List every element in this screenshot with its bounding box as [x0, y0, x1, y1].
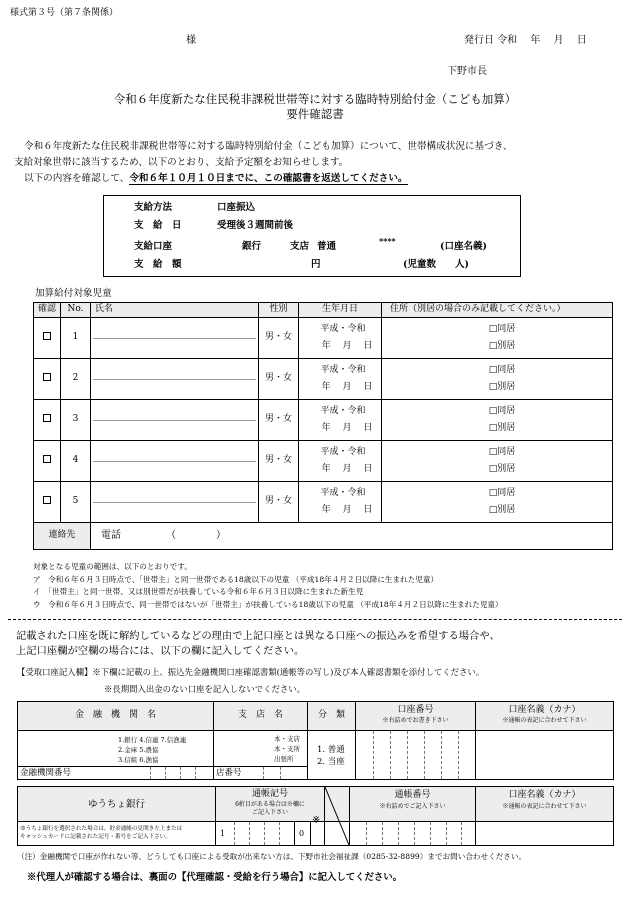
child-separate-residence[interactable]: □別居	[488, 464, 516, 474]
branch-type-2: 本・支所	[274, 745, 300, 753]
header-address: 住所（別居の場合のみ記載してください。）	[382, 303, 613, 318]
child-separate-residence[interactable]: □別居	[488, 505, 516, 515]
intro-text	[14, 139, 619, 187]
yucho-account-table	[17, 786, 614, 846]
child-birth-era[interactable]: 平成・令和	[320, 365, 366, 375]
child-gender[interactable]: 男・女	[259, 482, 299, 523]
amount-unit: 円	[311, 259, 321, 270]
child-no: 5	[61, 482, 91, 523]
deadline-text: 令和６年１０月１０日までに、この確認書を返送してください。	[129, 173, 408, 184]
child-birth-era[interactable]: 平成・令和	[320, 447, 366, 457]
confirm-checkbox[interactable]	[43, 414, 51, 422]
child-birth-date[interactable]: 年 月 日	[321, 505, 373, 515]
issuer: 下野市長	[447, 66, 487, 77]
child-name-field[interactable]	[91, 359, 258, 399]
yucho-holder-field[interactable]	[476, 822, 613, 845]
category-checking[interactable]: 2. 当座	[317, 757, 345, 767]
notes-intro: 対象となる児童の範囲は、以下のとおりです。	[33, 562, 192, 571]
target-notes	[33, 561, 503, 611]
children-section-title: 加算給付対象児童	[35, 288, 112, 299]
footer-note: （注）金融機関で口座が作れない等、どうしても口座による受取が出来ない方は、下野市社会福祉課（0285-32-8899）までお問い合わせください。	[17, 852, 527, 861]
institution-code-field[interactable]	[138, 767, 213, 779]
confirm-checkbox[interactable]	[43, 373, 51, 381]
child-no: 2	[61, 359, 91, 400]
child-row	[34, 359, 613, 400]
child-birth-era[interactable]: 平成・令和	[320, 488, 366, 498]
long-term-note: ※長期間入出金のない口座を記入しないでください。	[104, 684, 305, 694]
note-i: イ 「世帯主」と同一世帯、又は別世帯だが扶養している令和６年６月３日以降に生まれた新生児	[33, 587, 364, 596]
branch-header: 支 店 名	[237, 710, 283, 720]
child-separate-residence[interactable]: □別居	[488, 341, 516, 351]
yucho-digit-zero: 0	[299, 829, 305, 838]
account-holder: (口座名義)	[440, 241, 487, 252]
child-separate-residence[interactable]: □別居	[488, 423, 516, 433]
yucho-number-sub: ※右詰めでご記入下さい	[379, 803, 446, 810]
cut-line	[8, 619, 622, 620]
child-birth-date[interactable]: 年 月 日	[321, 464, 373, 474]
child-row	[34, 318, 613, 359]
child-row	[34, 441, 613, 482]
child-birth-date[interactable]: 年 月 日	[321, 382, 373, 392]
branch-suffix: 支店	[290, 241, 310, 252]
account-no-header: 口座番号	[397, 705, 434, 715]
yucho-symbol-sub: 6桁目がある場合は※欄に ご記入下さい	[235, 801, 305, 816]
yucho-note: ゆうちょ銀行を選択された場合は、貯金通帳の見開き左上または キャッシュカードに記載された記号・番号をご記入下さい。	[20, 826, 183, 840]
branch-code-field[interactable]	[250, 767, 307, 779]
confirm-checkbox[interactable]	[43, 455, 51, 463]
yucho-star: ※	[312, 815, 321, 826]
intro-line-3-prefix: 以下の内容を確認して、	[24, 173, 130, 184]
contact-label: 連絡先	[34, 523, 91, 550]
child-birth-date[interactable]: 年 月 日	[321, 341, 373, 351]
child-name-field[interactable]	[91, 400, 258, 440]
yucho-number-field[interactable]	[350, 822, 475, 845]
bank-account-table	[17, 701, 614, 780]
institution-code-label: 金融機関番号	[20, 768, 72, 778]
category-ordinary[interactable]: 1. 普通	[317, 745, 345, 755]
diagonal-separator	[325, 787, 349, 845]
account-masked: ****	[379, 236, 396, 246]
institution-types[interactable]	[118, 735, 186, 765]
proxy-note: ※代理人が確認する場合は、裏面の【代理確認・受給を行う場合】に記入してください。	[27, 872, 403, 883]
note-u: ウ 令和６年６月３日時点で、同一世帯ではないが「世帯主」が扶養している18歳以下の児童 （平成18年４月２日以降に生まれた児童）	[33, 599, 503, 609]
payment-info-box	[103, 195, 521, 277]
child-row	[34, 400, 613, 441]
child-separate-residence[interactable]: □別居	[488, 382, 516, 392]
header-gender: 性別	[259, 303, 299, 318]
children-count: (児童数 人)	[403, 259, 469, 270]
holder-name-field[interactable]	[476, 731, 613, 779]
child-name-field[interactable]	[91, 441, 258, 481]
payment-amount-label: 支 給 額	[134, 259, 182, 270]
intro-line-2: 支給対象世帯に該当するため、以下のとおり、支給予定額をお知らせします。	[14, 157, 349, 168]
holder-sub: ※通帳の表記に合わせて下さい	[502, 717, 587, 724]
yucho-digit-first: 1	[220, 829, 226, 838]
yucho-number-header: 通帳番号	[394, 790, 431, 800]
header-no: No.	[61, 303, 91, 318]
child-same-residence[interactable]: □同居	[488, 447, 516, 457]
issue-date: 発行日 令和 年 月 日	[464, 35, 587, 46]
child-gender[interactable]: 男・女	[259, 359, 299, 400]
branch-type-3: 出張所	[274, 755, 294, 763]
children-header-row	[34, 303, 613, 318]
yucho-name: ゆうちょ銀行	[87, 799, 145, 810]
title-line-1: 令和６年度新たな住民税非課税世帯等に対する臨時特別給付金（こども加算）	[113, 92, 517, 106]
header-birth: 生年月日	[299, 303, 382, 318]
yucho-holder-sub: ※通帳の表記に合わせて下さい	[502, 803, 587, 810]
institution-header: 金 融 機 関 名	[74, 710, 156, 720]
child-birth-era[interactable]: 平成・令和	[320, 324, 366, 334]
account-type: 普通	[317, 241, 337, 252]
header-name: 氏名	[91, 303, 259, 318]
account-no-sub: ※右詰めでお書き下さい	[382, 717, 449, 724]
yucho-symbol-field[interactable]	[216, 822, 324, 845]
header-check: 確認	[34, 303, 61, 318]
types-row-2: 2.金庫 5.農協	[118, 746, 159, 754]
child-gender[interactable]: 男・女	[259, 441, 299, 482]
child-no: 4	[61, 441, 91, 482]
child-name-field[interactable]	[91, 482, 258, 522]
addressee-suffix: 様	[186, 35, 196, 46]
confirm-checkbox[interactable]	[43, 496, 51, 504]
child-same-residence[interactable]: □同居	[488, 365, 516, 375]
child-same-residence[interactable]: □同居	[488, 488, 516, 498]
alt-account-instructions	[16, 629, 500, 659]
branch-types[interactable]	[274, 734, 300, 764]
category-header: 分 類	[317, 710, 345, 720]
account-category-options[interactable]	[317, 744, 345, 768]
child-same-residence[interactable]: □同居	[488, 324, 516, 334]
child-name-field[interactable]	[91, 318, 258, 358]
form-number: 様式第３号（第７条関係）	[10, 8, 119, 18]
child-no: 3	[61, 400, 91, 441]
children-table	[33, 302, 613, 550]
child-gender[interactable]: 男・女	[259, 318, 299, 359]
intro-line-1: 令和６年度新たな住民税非課税世帯等に対する臨時特別給付金（こども加算）について、世帯構成状況に基づき、	[24, 141, 513, 152]
payment-method-value: 口座振込	[217, 202, 256, 213]
child-birth-era[interactable]: 平成・令和	[320, 406, 366, 416]
bank-suffix: 銀行	[242, 241, 262, 252]
payment-method-label: 支給方法	[134, 202, 173, 213]
holder-header: 口座名義（カナ）	[508, 705, 581, 715]
child-no: 1	[61, 318, 91, 359]
contact-row	[34, 523, 613, 550]
types-row-1: 1.銀行 4.信連 7.信漁連	[118, 736, 187, 744]
payment-date-label: 支 給 日	[134, 220, 182, 231]
alt-line-1: 記載された口座を既に解約しているなどの理由で上記口座とは異なる口座への振込みを希望する場合や、	[16, 630, 500, 642]
child-gender[interactable]: 男・女	[259, 400, 299, 441]
receiving-instruction: 【受取口座記入欄】※下欄に記載の上、振込先金融機関口座確認書類(通帳等の写し)及び本人確認書類を添付してください。	[17, 667, 485, 677]
branch-type-1: 本・支店	[274, 735, 300, 743]
child-birth-date[interactable]: 年 月 日	[321, 423, 373, 433]
confirm-checkbox[interactable]	[43, 332, 51, 340]
yucho-symbol-header: 通帳記号	[251, 789, 288, 799]
types-row-3: 3.信組 6.漁協	[118, 756, 159, 764]
yucho-holder-header: 口座名義（カナ）	[508, 790, 581, 800]
alt-line-2: 上記口座欄が空欄の場合には、以下の欄に記入してください。	[16, 645, 305, 657]
contact-phone-field[interactable]: 電話 （ ）	[91, 523, 613, 550]
child-row	[34, 482, 613, 523]
payment-date-value: 受理後３週間前後	[217, 220, 294, 231]
document-title	[0, 92, 630, 122]
branch-code-label: 店番号	[216, 768, 242, 778]
payment-account-label: 支給口座	[134, 241, 173, 252]
account-number-field[interactable]	[356, 731, 475, 779]
intro-line-3	[14, 171, 619, 187]
title-line-2: 要件確認書	[286, 107, 344, 122]
note-a: ア 令和６年６月３日時点で、「世帯主」と同一世帯である18歳以下の児童 （平成18年４月２日以降に生まれた児童）	[33, 574, 439, 584]
child-same-residence[interactable]: □同居	[488, 406, 516, 416]
